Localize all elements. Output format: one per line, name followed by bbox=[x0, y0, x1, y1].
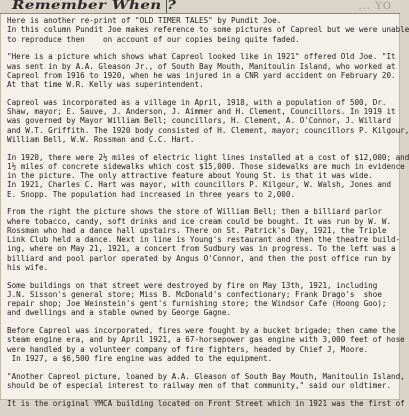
text-line: steam engine era, and by April 1921, a 67-horsepower gas engine with 3,000 feet of hose bbox=[7, 335, 405, 345]
paragraph bbox=[7, 97, 409, 144]
text-line: were handled by a volunteer company of fire fighters, headed by Chief J, Moore. bbox=[7, 344, 369, 354]
text-line: Rossman who had a dance hall upstairs. There on St. Patrick's Day, 1921, the Triple bbox=[7, 225, 387, 235]
text-line: in the picture. The only attractive feature about Young St. is that it was wide. bbox=[7, 171, 373, 180]
text-line: In 1927, a $6,500 fire engine was added to the equipment. bbox=[7, 353, 273, 363]
text-line: Before Capreol was incorporated, fires were fought by a bucket brigade; then came the bbox=[7, 326, 396, 335]
text-line: It is the original YMCA building located on Front Street which in 1921 was the first of bbox=[7, 398, 405, 408]
text-line: E. Snopp. The population had increased in three years to 2,000. bbox=[7, 189, 296, 199]
text-line: his wife. bbox=[7, 262, 49, 272]
text-line: repair shop; Joe Weinstein's gent's furnishing store; the Windsor Cafe (Hoong Goo); bbox=[7, 299, 387, 308]
text-line: and W.T. Griffith. The 1920 body consisted of H. Clement, mayor; councillors P. Kilgour, bbox=[7, 125, 409, 135]
text-line: From the right the picture shows the store of William Bell; then a billiard parlor bbox=[7, 207, 382, 217]
text-line: In this column Pundit Joe makes reference to some pictures of Capreol but we were unable bbox=[7, 25, 409, 35]
paragraph bbox=[7, 326, 405, 363]
text-line: billiard and pool parlor operated by Angus O'Connor, and then the post office run by bbox=[7, 253, 392, 263]
paragraph bbox=[7, 398, 405, 408]
text-line: where tobacco, candy, soft drinks and ice cream could be bought. It was run by W. W. bbox=[7, 216, 392, 226]
paragraph bbox=[7, 52, 399, 89]
paragraph bbox=[7, 207, 399, 272]
text-line: was sent in by A.A. Gleason Jr., of South Bay Mouth, Manitoulin Island, who worked at bbox=[7, 61, 396, 71]
text-line: was governed by Mayor William Bell; councillors, H. Clement, A. O'Connor, J. Willard bbox=[7, 116, 392, 126]
text-line: to reproduce then on account of our copies being quite faded. bbox=[7, 34, 300, 44]
text-line: In 1921, Charles C. Hart was mayor, with councillors P. Kilgour, W. Walsh, Jones and bbox=[7, 180, 392, 190]
column-banner bbox=[0, 0, 400, 14]
text-line: and dwellings and a stable owned by George Gagne. bbox=[7, 308, 232, 318]
text-line: "Another Capreol picture, loaned by A.A. Gleason of South Bay Mouth, Manitoulin Island, bbox=[7, 371, 405, 381]
text-line: ing, where on May 21, 1921, a concert from Sudbury was in progress. To the left was a bbox=[7, 244, 396, 254]
paragraph bbox=[7, 16, 409, 44]
text-line: William Bell, W.W. Rossman and C.C. Hart. bbox=[7, 134, 195, 144]
banner-divider bbox=[166, 0, 167, 13]
text-line: At that time W.R. Kelly was superintendent. bbox=[7, 80, 204, 89]
article-body bbox=[7, 16, 409, 416]
paragraph bbox=[7, 281, 399, 318]
text-line: Some buildings on that street were destroyed by fire on May 13th, 1921, including bbox=[7, 280, 378, 290]
text-line: 1½ miles of concrete sidewalks which cost $15,000. Those sidewalks are much in evidence bbox=[7, 161, 405, 171]
text-line: Capreol was incorporated as a village in April, 1918, with a population of 500, Dr. bbox=[7, 97, 387, 107]
text-line: "Here is a picture which shows what Capreol looked like in 1921" offered Old Joe. "It bbox=[7, 52, 396, 62]
column-title: Remember When ? bbox=[12, 0, 177, 12]
banner-ghost-text: ... YO bbox=[358, 1, 392, 12]
text-line: Link Club held a dance. Next in line is Young's restaurant and then the theatre build- bbox=[7, 235, 401, 244]
paragraph bbox=[7, 152, 409, 199]
text-line: J.N. Sisson's general store; Miss B. McDonald's confectionary; Frank Drago's shoe bbox=[7, 289, 382, 299]
text-line: Capreol from 1916 to 1920, when he was injured in a CNR yard accident on February 20. bbox=[7, 70, 396, 80]
text-line: should be of especial interest to railway men of that community," said our oldtimer. bbox=[7, 380, 392, 390]
text-line: Here is another re-print of "OLD TIMER TALES" by Pundit Joe. bbox=[7, 16, 282, 25]
paragraph bbox=[7, 371, 405, 391]
text-line: Shaw, mayor; E. Sauve, J. Anderson, J. Aimmer and H. Clement, Councillors. In 1919 it bbox=[7, 107, 396, 116]
text-line: In 1920, there were 2½ miles of electric light lines installed at a cost of $12,000; and bbox=[7, 152, 409, 162]
